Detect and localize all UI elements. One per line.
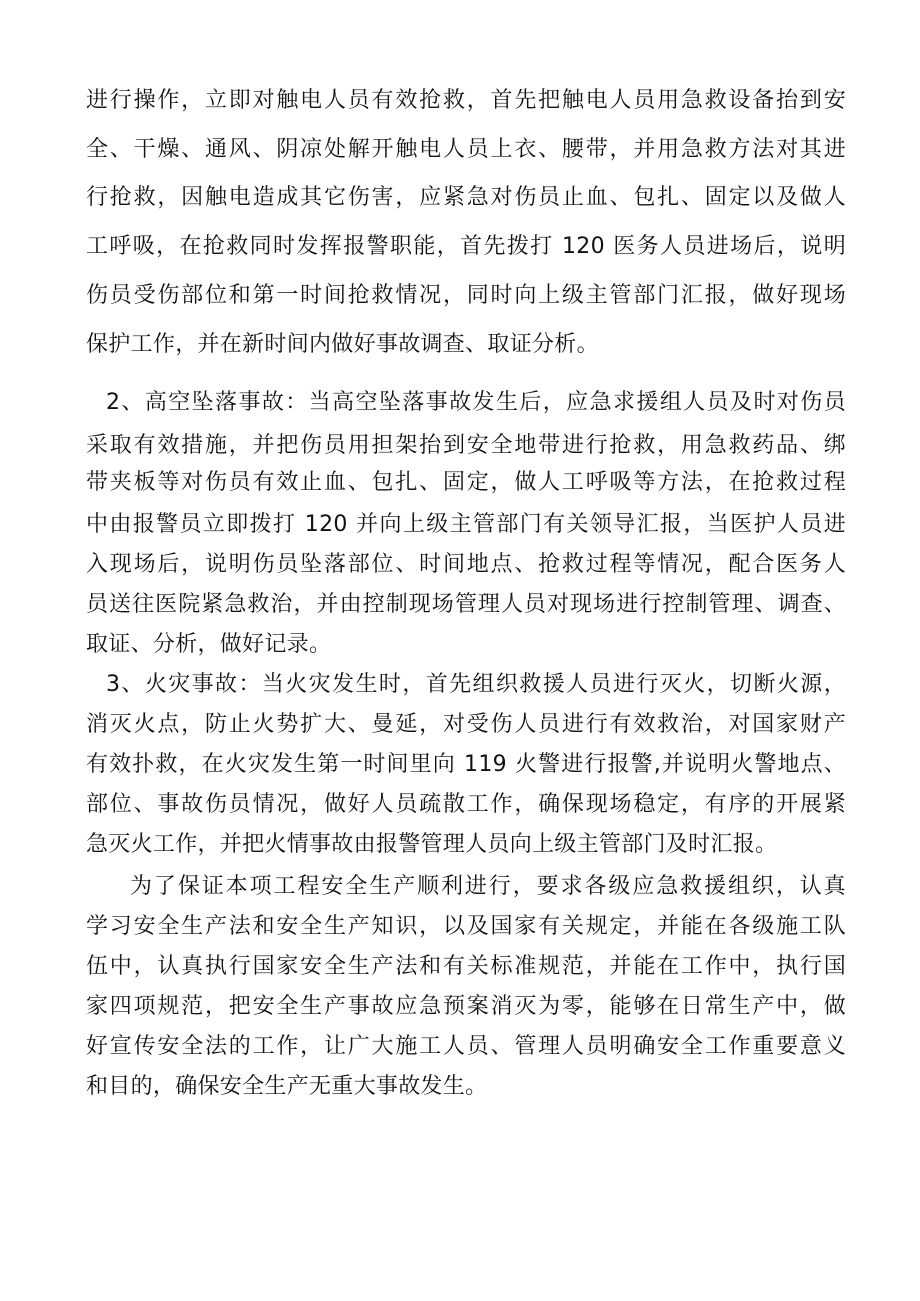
text-line: 伤员受伤部位和第一时间抢救情况，同时向上级主管部门汇报，做好现场: [86, 283, 846, 308]
text-line: 和目的，确保安全生产无重大事故发生。: [86, 1074, 488, 1099]
text-line: 有效扑救，在火灾发生第一时间里向 119 火警进行报警,并说明火警地点、: [86, 752, 846, 777]
text-line: 入现场后，说明伤员坠落部位、时间地点、抢救过程等情况，配合医务人: [86, 552, 846, 577]
text-line: 3、火灾事故：当火灾发生时，首先组织救援人员进行灭火，切断火源，: [106, 672, 846, 697]
text-line: 采取有效措施，并把伤员用担架抬到安全地带进行抢救，用急救药品、绑: [86, 433, 846, 458]
text-line: 好宣传安全法的工作，让广大施工人员、管理人员明确安全工作重要意义: [86, 1034, 846, 1059]
text-line: 保护工作，并在新时间内做好事故调查、取证分析。: [86, 332, 599, 357]
text-line: 部位、事故伤员情况，做好人员疏散工作，确保现场稳定，有序的开展紧: [86, 792, 846, 817]
text-line: 进行操作，立即对触电人员有效抢救，首先把触电人员用急救设备抬到安: [86, 88, 846, 113]
text-line: 全、干燥、通风、阴凉处解开触电人员上衣、腰带，并用急救方法对其进: [86, 137, 846, 162]
text-line: 员送往医院紧急救治，并由控制现场管理人员对现场进行控制管理、调查、: [86, 592, 846, 617]
text-line: 取证、分析，做好记录。: [86, 632, 332, 657]
text-line: 中由报警员立即拨打 120 并向上级主管部门有关领导汇报，当医护人员进: [86, 512, 846, 537]
text-line: 家四项规范，把安全生产事故应急预案消灭为零，能够在日常生产中，做: [86, 994, 846, 1019]
text-line: 学习安全生产法和安全生产知识，以及国家有关规定，并能在各级施工队: [86, 914, 846, 939]
text-line: 工呼吸，在抢救同时发挥报警职能，首先拨打 120 医务人员进场后，说明: [86, 234, 846, 259]
text-line: 带夹板等对伤员有效止血、包扎、固定，做人工呼吸等方法，在抢救过程: [86, 470, 846, 495]
text-line: 消灭火点，防止火势扩大、曼延，对受伤人员进行有效救治，对国家财产: [86, 712, 846, 737]
text-line: 2、高空坠落事故：当高空坠落事故发生后，应急求援组人员及时对伤员: [106, 390, 846, 415]
text-line: 伍中，认真执行国家安全生产法和有关标准规范，并能在工作中，执行国: [86, 954, 846, 979]
text-line: 急灭火工作，并把火情事故由报警管理人员向上级主管部门及时汇报。: [86, 832, 778, 857]
text-line: 为了保证本项工程安全生产顺利进行，要求各级应急救援组织，认真: [130, 874, 846, 899]
text-line: 行抢救，因触电造成其它伤害，应紧急对伤员止血、包扎、固定以及做人: [86, 185, 846, 210]
